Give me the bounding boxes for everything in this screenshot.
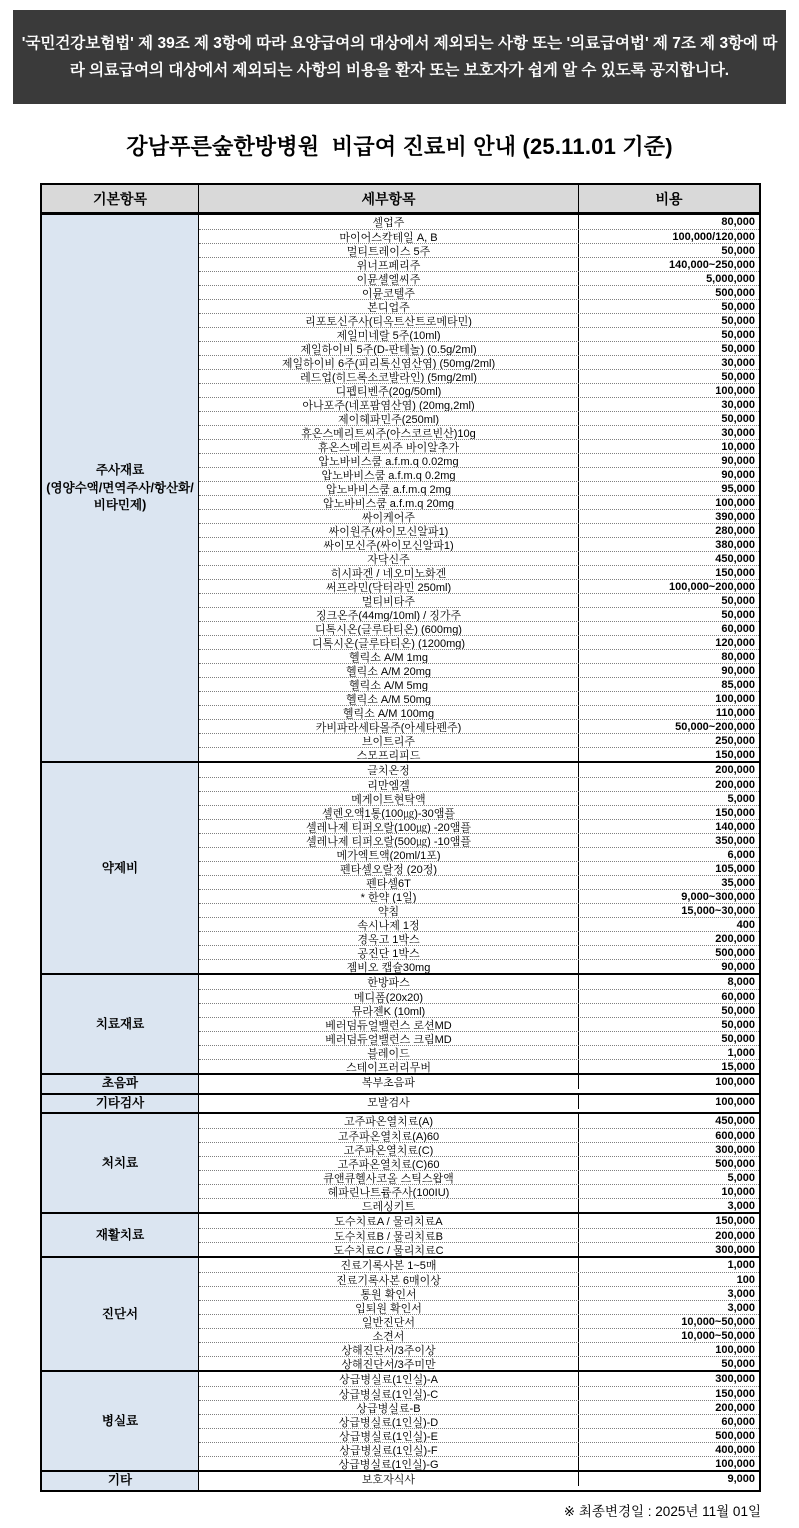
cost-cell: 300,000 (715, 1243, 755, 1256)
cost-cell: 90,000 (721, 468, 755, 481)
detail-item-cell: 상급병실료(1인실)-F (199, 1443, 579, 1456)
table-row (199, 875, 759, 889)
table-row (199, 819, 759, 833)
detail-item-cell: 헬릭소 A/M 100mg (199, 706, 579, 719)
detail-item-cell: 상급병실료(1인실)-G (199, 1457, 579, 1470)
table-row (199, 1184, 759, 1198)
detail-item-cell: 진료기록사본 6매이상 (199, 1273, 579, 1286)
table-row (199, 805, 759, 819)
cost-cell: 200,000 (715, 932, 755, 945)
detail-item-cell: 이뮨셀엘씨주 (199, 272, 579, 285)
cost-cell: 90,000 (721, 454, 755, 467)
detail-item-cell: 리만엠겔 (199, 778, 579, 791)
detail-item-cell: 모발검사 (199, 1095, 579, 1109)
cost-cell: 30,000 (721, 426, 755, 439)
table-row (199, 663, 759, 677)
table-row (199, 411, 759, 425)
detail-item-cell: 젬비오 캡슐30mg (199, 960, 579, 973)
cost-cell: 300,000 (715, 1143, 755, 1156)
detail-item-cell: 상급병실료(1인실)-E (199, 1429, 579, 1442)
category-cell: 초음파 (42, 1075, 199, 1093)
table-row (199, 1272, 759, 1286)
cost-cell: 85,000 (721, 678, 755, 691)
cost-cell: 150,000 (715, 748, 755, 761)
table-section (42, 1093, 759, 1113)
detail-item-cell: 멀티트레이스 5주 (199, 244, 579, 257)
table-row (199, 791, 759, 805)
detail-item-cell: 상해진단서/3주미만 (199, 1357, 579, 1370)
detail-item-cell: 멀티비타주 (199, 594, 579, 607)
cost-cell: 9,000~300,000 (681, 890, 755, 903)
table-section (42, 1212, 759, 1256)
cost-cell: 90,000 (721, 664, 755, 677)
table-row (199, 833, 759, 847)
cost-cell: 500,000 (715, 1429, 755, 1442)
cost-cell: 200,000 (715, 1229, 755, 1242)
table-row (199, 1386, 759, 1400)
cost-cell: 150,000 (715, 1387, 755, 1400)
table-row (199, 861, 759, 875)
cost-cell: 50,000 (721, 412, 755, 425)
cost-cell: 100,000 (715, 1457, 755, 1470)
detail-item-cell: 상해진단서/3주이상 (199, 1343, 579, 1356)
table-row (199, 1300, 759, 1314)
table-row (199, 439, 759, 453)
detail-item-cell: 아나포주(네포팜염산염) (20mg,2ml) (199, 398, 579, 411)
table-row (199, 313, 759, 327)
cost-cell: 10,000~50,000 (681, 1329, 755, 1342)
cost-cell: 100,000/120,000 (672, 230, 755, 243)
detail-item-cell: 상급병실료(1인실)-A (199, 1372, 579, 1386)
detail-item-cell: 마이어스칵테일 A, B (199, 230, 579, 243)
cost-cell: 30,000 (721, 356, 755, 369)
table-row (199, 565, 759, 579)
table-row (199, 1114, 759, 1128)
table-row (199, 1095, 759, 1109)
cost-cell: 500,000 (715, 286, 755, 299)
cost-cell: 50,000 (721, 594, 755, 607)
table-row (199, 607, 759, 621)
table-row (199, 453, 759, 467)
cost-cell: 100,000 (715, 496, 755, 509)
detail-item-cell: 히시파겐 / 네오미노화겐 (199, 566, 579, 579)
cost-cell: 5,000,000 (706, 272, 755, 285)
table-row (199, 1428, 759, 1442)
detail-item-cell: 스모프리피드 (199, 748, 579, 761)
cost-cell: 100,000 (715, 1076, 755, 1089)
table-row (199, 355, 759, 369)
detail-item-cell: 제이헤파민주(250ml) (199, 412, 579, 425)
cost-cell: 100,000 (715, 692, 755, 705)
header-detail-item: 세부항목 (199, 185, 579, 212)
table-section (42, 1256, 759, 1370)
cost-cell: 95,000 (721, 482, 755, 495)
table-row (199, 1372, 759, 1386)
detail-item-cell: 징크온주(44mg/10ml) / 징가주 (199, 608, 579, 621)
page-title: 강남푸른숲한방병원 비급여 진료비 안내 (25.11.01 기준) (126, 134, 673, 160)
cost-cell: 390,000 (715, 510, 755, 523)
table-row (199, 747, 759, 761)
category-cell: 병실료 (42, 1372, 199, 1470)
table-row (199, 243, 759, 257)
cost-cell: 500,000 (715, 1157, 755, 1170)
detail-item-cell: 메디폼(20x20) (199, 990, 579, 1003)
cost-cell: 140,000 (715, 820, 755, 833)
detail-item-cell: 메가엑트액(20ml/1포) (199, 848, 579, 861)
detail-item-cell: 휴온스메리트씨주(아스코르빈산)10g (199, 426, 579, 439)
detail-item-cell: 헬릭소 A/M 20mg (199, 664, 579, 677)
table-row (199, 649, 759, 663)
table-row (199, 1128, 759, 1142)
table-row (199, 889, 759, 903)
table-row (199, 959, 759, 973)
table-row (199, 1456, 759, 1470)
table-row (199, 705, 759, 719)
cost-cell: 3,000 (727, 1199, 755, 1212)
cost-cell: 110,000 (715, 706, 755, 719)
detail-item-cell: 메게이트현탁액 (199, 792, 579, 805)
detail-item-cell: 통원 확인서 (199, 1287, 579, 1300)
cost-cell: 9,000 (727, 1473, 755, 1486)
header-basic-item: 기본항목 (42, 185, 199, 212)
cost-cell: 200,000 (715, 778, 755, 791)
table-row (199, 1400, 759, 1414)
detail-item-cell: 상급병실료(1인실)-C (199, 1387, 579, 1400)
detail-item-cell: 상급병실료(1인실)-D (199, 1415, 579, 1428)
cost-cell: 105,000 (715, 862, 755, 875)
detail-item-cell: 글치온정 (199, 763, 579, 777)
table-row (199, 481, 759, 495)
table-row (199, 383, 759, 397)
category-cell: 처치료 (42, 1114, 199, 1212)
cost-cell: 100,000 (715, 384, 755, 397)
cost-cell: 350,000 (715, 834, 755, 847)
table-row (199, 1059, 759, 1073)
table-row (199, 1075, 759, 1089)
cost-cell: 8,000 (727, 976, 755, 989)
cost-cell: 50,000 (721, 608, 755, 621)
detail-item-cell: 셀레나제 티퍼오랄(500㎍) -10앰플 (199, 834, 579, 847)
cost-cell: 400 (736, 918, 755, 931)
cost-cell: 3,000 (727, 1301, 755, 1314)
table-row (199, 523, 759, 537)
table-row (199, 537, 759, 551)
table-row (199, 1356, 759, 1370)
cost-cell: 50,000 (721, 1357, 755, 1370)
table-section (42, 1370, 759, 1470)
table-section (42, 761, 759, 973)
detail-item-cell: 고주파온열치료(A) (199, 1114, 579, 1128)
detail-item-cell: 셀업주 (199, 215, 579, 229)
detail-item-cell: 한방파스 (199, 975, 579, 989)
detail-item-cell: 디톡시온(글루타티온) (600mg) (199, 622, 579, 635)
detail-item-cell: 레드업(히드록소코발라인) (5mg/2ml) (199, 370, 579, 383)
cost-cell: 15,000~30,000 (681, 904, 755, 917)
detail-item-cell: * 한약 (1일) (199, 890, 579, 903)
cost-cell: 500,000 (715, 946, 755, 959)
table-section (42, 1470, 759, 1490)
cost-cell: 10,000 (721, 440, 755, 453)
table-row (199, 495, 759, 509)
cost-cell: 50,000~200,000 (675, 720, 755, 733)
detail-item-cell: 속시나제 1정 (199, 918, 579, 931)
cost-cell: 60,000 (721, 990, 755, 1003)
detail-item-cell: 베러덤듀얼밸런스 크림MD (199, 1032, 579, 1045)
table-row (199, 1142, 759, 1156)
cost-cell: 15,000 (721, 1060, 755, 1073)
header-cost: 비용 (655, 190, 683, 207)
table-row (199, 1228, 759, 1242)
cost-cell: 150,000 (715, 806, 755, 819)
table-row (199, 299, 759, 313)
table-row (199, 1442, 759, 1456)
detail-item-cell: 큐앤큐헬사코올 스틱스왑액 (199, 1171, 579, 1184)
detail-item-cell: 베러덤듀얼밸런스 로션MD (199, 1018, 579, 1031)
table-row (199, 917, 759, 931)
detail-item-cell: 고주파온열치료(C)60 (199, 1157, 579, 1170)
cost-cell: 300,000 (715, 1373, 755, 1386)
detail-item-cell: 상급병실료-B (199, 1401, 579, 1414)
table-row (199, 341, 759, 355)
table-row (199, 989, 759, 1003)
table-row (199, 1003, 759, 1017)
cost-cell: 1,000 (727, 1046, 755, 1059)
cost-cell: 50,000 (721, 314, 755, 327)
cost-cell: 50,000 (721, 300, 755, 313)
detail-item-cell: 써프라민(닥터라민 250ml) (199, 580, 579, 593)
cost-cell: 100,000~200,000 (669, 580, 755, 593)
table-row (199, 1286, 759, 1300)
table-row (199, 593, 759, 607)
cost-cell: 3,000 (727, 1287, 755, 1300)
detail-item-cell: 일반진단서 (199, 1315, 579, 1328)
table-row (199, 229, 759, 243)
detail-item-cell: 압노바비스쿰 a.f.m.q 0.02mg (199, 454, 579, 467)
table-row (199, 777, 759, 791)
cost-cell: 50,000 (721, 1032, 755, 1045)
table-row (199, 509, 759, 523)
category-cell: 기타검사 (42, 1095, 199, 1113)
cost-cell: 50,000 (721, 328, 755, 341)
table-row (199, 551, 759, 565)
detail-item-cell: 펜타셀6T (199, 876, 579, 889)
cost-cell: 60,000 (721, 1415, 755, 1428)
detail-item-cell: 펜타셀오랄정 (20정) (199, 862, 579, 875)
table-row (199, 931, 759, 945)
category-cell: 기타 (42, 1472, 199, 1490)
category-cell: 재활치료 (42, 1214, 199, 1256)
detail-item-cell: 도수치료C / 물리치료C (199, 1243, 579, 1256)
cost-cell: 200,000 (715, 1401, 755, 1414)
table-row (199, 1045, 759, 1059)
detail-item-cell: 셀렌오액1통(100㎍)-30앰플 (199, 806, 579, 819)
detail-item-cell: 헬릭소 A/M 50mg (199, 692, 579, 705)
detail-item-cell: 싸이모신주(싸이모신알파1) (199, 538, 579, 551)
cost-cell: 250,000 (715, 734, 755, 747)
table-row (199, 677, 759, 691)
detail-item-cell: 약침 (199, 904, 579, 917)
detail-item-cell: 위너프페리주 (199, 258, 579, 271)
legal-notice-banner: '국민건강보험법' 제 39조 제 3항에 따라 요양급여의 대상에서 제외되는 사항 또는 '의료급여법' 제 7조 제 3항에 따라 의료급여의 대상에서 제외되는 사항의 비용을 환자 또는 보호자가 쉽게 알 수 있도록 공지합니다. (13, 10, 786, 104)
cost-cell: 600,000 (715, 1129, 755, 1142)
cost-cell: 90,000 (721, 960, 755, 973)
table-row (199, 975, 759, 989)
detail-item-cell: 셀레나제 티퍼오랄(100㎍) -20앰플 (199, 820, 579, 833)
table-row (199, 847, 759, 861)
table-row (199, 1198, 759, 1212)
table-section (42, 1112, 759, 1212)
table-row (199, 271, 759, 285)
table-row (199, 579, 759, 593)
table-row (199, 257, 759, 271)
detail-item-cell: 스테이프러리무버 (199, 1060, 579, 1073)
cost-cell: 150,000 (715, 566, 755, 579)
category-cell: 약제비 (42, 763, 199, 973)
table-row (199, 1156, 759, 1170)
table-row (199, 733, 759, 747)
detail-item-cell: 제일하이비 6주(피리톡신염산염) (50mg/2ml) (199, 356, 579, 369)
table-row (199, 369, 759, 383)
detail-item-cell: 진료기록사본 1~5매 (199, 1258, 579, 1272)
detail-item-cell: 자닥신주 (199, 552, 579, 565)
detail-item-cell: 헬릭소 A/M 1mg (199, 650, 579, 663)
cost-cell: 280,000 (715, 524, 755, 537)
table-row (199, 215, 759, 229)
cost-cell: 400,000 (715, 1443, 755, 1456)
detail-item-cell: 제일미네랄 5주(10ml) (199, 328, 579, 341)
detail-item-cell: 보호자식사 (199, 1472, 579, 1486)
cost-cell: 80,000 (721, 650, 755, 663)
detail-item-cell: 드레싱키트 (199, 1199, 579, 1212)
table-row (199, 1314, 759, 1328)
detail-item-cell: 고주파온열치료(C) (199, 1143, 579, 1156)
table-row (199, 1414, 759, 1428)
cost-cell: 30,000 (721, 398, 755, 411)
table-row (199, 1031, 759, 1045)
cost-cell: 380,000 (715, 538, 755, 551)
last-modified-note: ※ 최종변경일 : 2025년 11월 01일 (563, 1503, 761, 1519)
cost-cell: 80,000 (721, 216, 755, 229)
table-section (42, 973, 759, 1073)
table-row (199, 621, 759, 635)
detail-item-cell: 블레이드 (199, 1046, 579, 1059)
fee-table-header-row (42, 185, 759, 215)
table-row (199, 1214, 759, 1228)
cost-cell: 450,000 (715, 552, 755, 565)
cost-cell: 450,000 (715, 1115, 755, 1128)
detail-item-cell: 도수치료A / 물리치료A (199, 1214, 579, 1228)
detail-item-cell: 경옥고 1박스 (199, 932, 579, 945)
table-row (199, 397, 759, 411)
detail-item-cell: 고주파온열치료(A)60 (199, 1129, 579, 1142)
detail-item-cell: 소견서 (199, 1329, 579, 1342)
cost-cell: 50,000 (721, 370, 755, 383)
detail-item-cell: 본디업주 (199, 300, 579, 313)
fee-table-body (42, 215, 759, 1490)
detail-item-cell: 싸이케어주 (199, 510, 579, 523)
detail-item-cell: 브이트리주 (199, 734, 579, 747)
detail-item-cell: 디펩티벤주(20g/50ml) (199, 384, 579, 397)
table-row (199, 763, 759, 777)
cost-cell: 35,000 (721, 876, 755, 889)
table-row (199, 285, 759, 299)
cost-cell: 100,000 (715, 1095, 755, 1108)
table-row (199, 467, 759, 481)
detail-item-cell: 뮤라젠K (10ml) (199, 1004, 579, 1017)
cost-cell: 100,000 (715, 1343, 755, 1356)
cost-cell: 120,000 (715, 636, 755, 649)
detail-item-cell: 입퇴원 확인서 (199, 1301, 579, 1314)
category-cell: 진단서 (42, 1258, 199, 1370)
cost-cell: 50,000 (721, 244, 755, 257)
table-row (199, 719, 759, 733)
cost-cell: 100 (736, 1273, 755, 1286)
table-row (199, 327, 759, 341)
detail-item-cell: 디톡시온(글루타티온) (1200mg) (199, 636, 579, 649)
cost-cell: 5,000 (727, 792, 755, 805)
table-row (199, 903, 759, 917)
table-row (199, 1258, 759, 1272)
detail-item-cell: 압노바비스쿰 a.f.m.q 20mg (199, 496, 579, 509)
table-section (42, 215, 759, 761)
detail-item-cell: 헤파린나트륨주사(100IU) (199, 1185, 579, 1198)
cost-cell: 140,000~250,000 (669, 258, 755, 271)
cost-cell: 50,000 (721, 342, 755, 355)
cost-cell: 50,000 (721, 1018, 755, 1031)
detail-item-cell: 싸이원주(싸이모신알파1) (199, 524, 579, 537)
detail-item-cell: 압노바비스쿰 a.f.m.q 0.2mg (199, 468, 579, 481)
cost-cell: 150,000 (715, 1215, 755, 1228)
cost-cell: 200,000 (715, 764, 755, 777)
detail-item-cell: 휴온스메리트씨주 바이알추가 (199, 440, 579, 453)
table-row (199, 691, 759, 705)
cost-cell: 60,000 (721, 622, 755, 635)
detail-item-cell: 도수치료B / 물리치료B (199, 1229, 579, 1242)
category-cell: 주사재료 (영양수액/면역주사/항산화/비타민제) (42, 215, 199, 761)
cost-cell: 50,000 (721, 1004, 755, 1017)
detail-item-cell: 공진단 1박스 (199, 946, 579, 959)
detail-item-cell: 제일하이비 5주(D-판테놀) (0.5g/2ml) (199, 342, 579, 355)
table-row (199, 1170, 759, 1184)
detail-item-cell: 카비파라세타몰주(아세타펜주) (199, 720, 579, 733)
table-section (42, 1073, 759, 1093)
cost-cell: 6,000 (727, 848, 755, 861)
cost-cell: 10,000 (721, 1185, 755, 1198)
detail-item-cell: 헬릭소 A/M 5mg (199, 678, 579, 691)
detail-item-cell: 압노바비스쿰 a.f.m.q 2mg (199, 482, 579, 495)
detail-item-cell: 리포토신주사(티옥트산트로메타민) (199, 314, 579, 327)
table-row (199, 1242, 759, 1256)
detail-item-cell: 복부초음파 (199, 1075, 579, 1089)
cost-cell: 1,000 (727, 1259, 755, 1272)
category-cell: 치료재료 (42, 975, 199, 1073)
table-row (199, 1017, 759, 1031)
table-row (199, 425, 759, 439)
cost-cell: 5,000 (727, 1171, 755, 1184)
table-row (199, 1342, 759, 1356)
table-row (199, 1328, 759, 1342)
cost-cell: 10,000~50,000 (681, 1315, 755, 1328)
table-row (199, 945, 759, 959)
table-row (199, 635, 759, 649)
fee-table (40, 183, 761, 1492)
table-row (199, 1472, 759, 1486)
detail-item-cell: 이뮨코텔주 (199, 286, 579, 299)
